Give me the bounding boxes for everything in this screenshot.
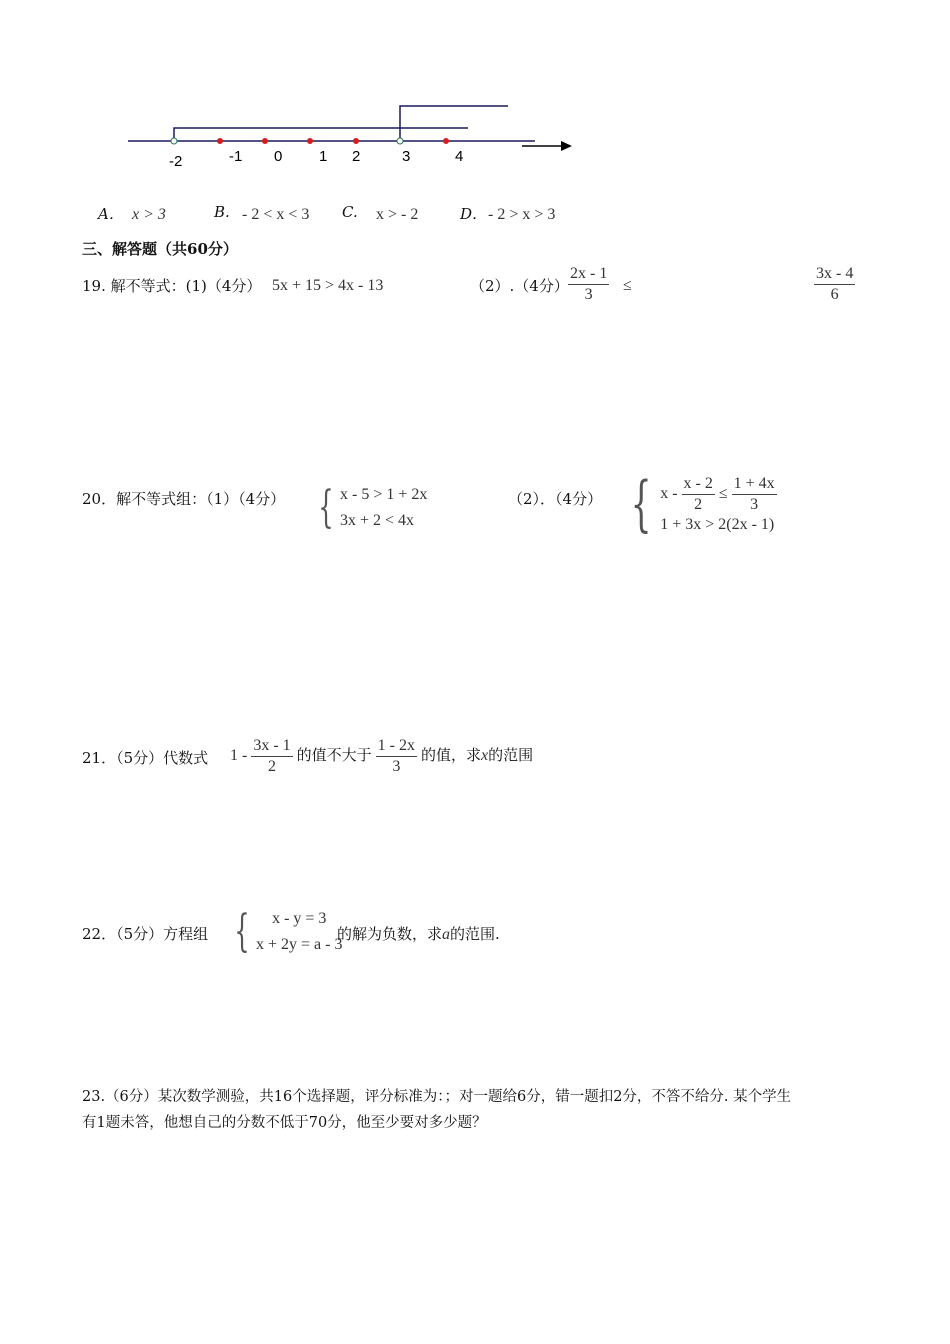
q21-var: x (481, 747, 489, 765)
q22-tail-b: 的范围. (450, 925, 500, 943)
tick-label-0: 0 (274, 148, 283, 165)
q19-frac-a-den: 3 (584, 286, 593, 303)
q20-system2 (622, 469, 777, 540)
q20-sys2-line2: 1 + 3x > 2(2x - 1) (660, 516, 775, 533)
tick-label-minus1: -1 (229, 148, 243, 165)
point-minus1 (217, 138, 223, 144)
option-b-expr: - 2 < x < 3 (242, 206, 310, 223)
q21-tail-b: 的范围 (488, 746, 534, 765)
q22-system (228, 906, 342, 957)
q20-system1-brace: { (318, 481, 334, 533)
q20-part2-label: （2）．（4分） (508, 490, 603, 508)
q19-label: 19. 解不等式：(1)（4分） (82, 277, 262, 295)
q20-system2-brace: { (630, 469, 652, 540)
q19-frac-b (814, 264, 855, 305)
q19-part2-label: （2）.（4分） (470, 277, 569, 295)
section-heading: 三、解答题（共60分） (82, 240, 238, 258)
q21-mid: 的值不大于 (296, 746, 372, 765)
point-1 (307, 138, 313, 144)
q21-label: 21．（5分）代数式 (82, 749, 209, 767)
tick-label-4: 4 (455, 148, 464, 165)
q20-sys1-line2: 3x + 2 < 4x (340, 511, 415, 529)
q20-sys2-lead: x - (660, 485, 678, 503)
q20-label: 20．解不等式组：（1）（4分） (82, 490, 286, 508)
q19-frac-b-num: 3x - 4 (814, 264, 855, 285)
option-b-label: B. (214, 203, 230, 221)
q20-sys2-frac2-num: 1 + 4x (732, 474, 777, 495)
q20-system1 (312, 482, 427, 533)
q23-line2: 有1题未答，他想自己的分数不低于70分，他至少要对多少题？ (82, 1115, 487, 1131)
q19-frac-b-den: 6 (830, 286, 839, 303)
tick-label-minus2: -2 (169, 153, 183, 170)
q22-var: a (442, 926, 451, 943)
q19-frac-a-num: 2x - 1 (568, 264, 609, 285)
option-c-label: C. (342, 203, 358, 221)
q20-sys2-rel: ≤ (718, 485, 728, 503)
option-a-label: A． (98, 205, 124, 223)
q21-lead: 1 - (230, 747, 248, 765)
open-point-3 (397, 138, 403, 144)
tick-label-3: 3 (402, 148, 411, 165)
q22-line1: x - y = 3 (272, 910, 327, 927)
tick-label-1: 1 (319, 148, 328, 165)
option-c-expr: x > - 2 (376, 206, 419, 223)
q21-frac2-den: 3 (392, 758, 401, 775)
q19-frac-a (568, 264, 609, 305)
q20-sys2-frac1-num: x - 2 (682, 474, 715, 495)
q21-frac1-den: 2 (267, 758, 276, 775)
q19-expr1: 5x + 15 > 4x - 13 (272, 277, 384, 294)
number-line-arrowhead (561, 141, 572, 151)
q22-label: 22．（5分）方程组 (82, 925, 209, 943)
q19-rel: ≤ (623, 277, 632, 294)
q22-line2: x + 2y = a - 3 (256, 935, 343, 953)
q22-system-brace: { (234, 905, 250, 957)
option-d-label: D． (460, 205, 488, 223)
q21-frac1-num: 3x - 1 (251, 736, 292, 757)
number-line-figure (120, 95, 590, 180)
open-point-minus2 (171, 138, 177, 144)
solution-ray-3 (400, 106, 508, 141)
q20-sys2-frac1-den: 2 (694, 496, 703, 513)
q22-tail (337, 923, 500, 944)
q20-sys2-frac2-den: 3 (750, 496, 759, 513)
point-2 (353, 138, 359, 144)
q21-tail-a: 的值，求 (421, 746, 482, 765)
option-d-expr: - 2 > x > 3 (488, 206, 556, 223)
q20-sys1-line1: x - 5 > 1 + 2x (340, 486, 428, 503)
q21-expression (230, 736, 533, 777)
point-0 (262, 138, 268, 144)
q22-tail-a: 的解为负数，求 (337, 925, 443, 943)
q21-frac2-num: 1 - 2x (376, 736, 417, 757)
option-a-expr: x > 3 (132, 206, 166, 223)
q23-line1: 23.（6分）某次数学测验，共16个选择题，评分标准为：；对一题给6分，错一题扣2分，不答不给分. 某个学生 (82, 1089, 792, 1105)
tick-label-2: 2 (352, 148, 361, 165)
point-4 (443, 138, 449, 144)
